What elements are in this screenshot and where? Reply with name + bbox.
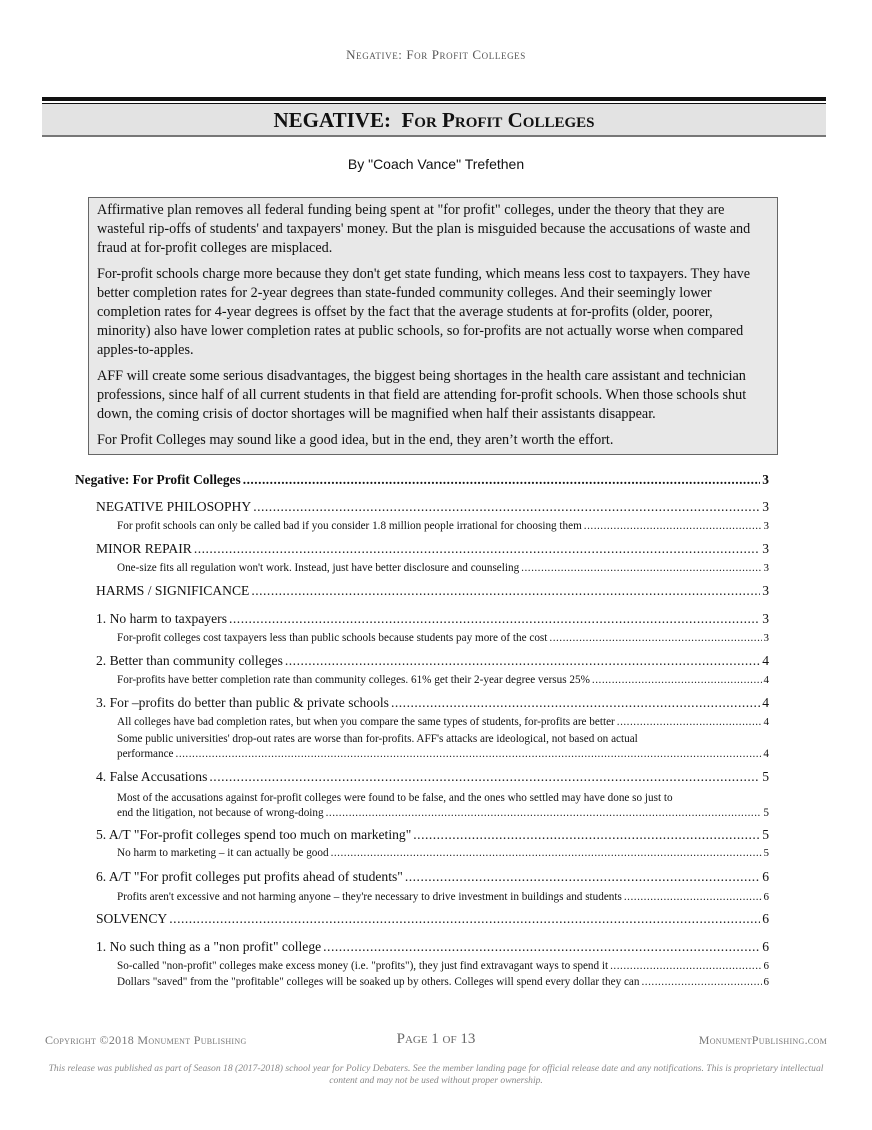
toc-label: Most of the accusations against for-profit colleges were found to be false, and the ones who settled may have done so just to [117,792,673,804]
toc-page-number: 3 [762,611,769,626]
toc-label: So-called "non-profit" colleges make excess money (i.e. "profits"), they just find extravagant ways to spend it [117,960,609,972]
footer-copyright: Copyright ©2018 Monument Publishing [45,1033,247,1047]
toc-label: For profit schools can only be called bad if you consider 1.8 million people irrational for choosing them [117,520,582,532]
summary-paragraph: Affirmative plan removes all federal funding being spent at "for profit" colleges, under the theory that they are wasteful rip-offs of students' and taxpayers' money. But the plan is misguided because the accusations of waste and fraud at for-profit colleges are misplaced. [97,202,751,256]
toc-label: Some public universities' drop-out rates are worse than for-profits. AFF's attacks are ideological, not based on actual [117,733,638,745]
toc-page-number: 6 [763,960,769,972]
toc-entry-harm-2[interactable] [96,653,769,669]
toc-entry-harm-1[interactable] [96,611,769,627]
toc-label: No harm to marketing – it can actually be good [117,847,329,859]
toc-page-number: 4 [763,716,769,728]
running-header: Negative: For Profit Colleges [346,47,526,62]
toc-subentry-wrapped[interactable] [117,732,769,762]
toc-subentry[interactable] [117,562,769,574]
toc-label: NEGATIVE PHILOSOPHY [96,499,252,514]
toc-subentry[interactable] [117,891,769,903]
toc-label: 4. False Accusations [96,769,208,784]
title-rule-thick [42,97,826,101]
toc-page-number: 4 [762,653,769,668]
toc-subentry[interactable] [117,976,769,988]
toc-page-number: 3 [762,583,769,598]
footer-page-number: Page 1 of 13 [396,1031,476,1047]
summary-paragraph: For Profit Colleges may sound like a good idea, but in the end, they aren’t worth the effort. [97,432,614,448]
toc-label-continued: performance [117,748,174,760]
toc-label: 6. A/T "For profit colleges put profits ahead of students" [96,869,403,884]
toc-label: 5. A/T "For-profit colleges spend too much on marketing" [96,827,412,842]
toc-page-number: 3 [762,499,769,514]
toc-page-number: 4 [763,748,769,760]
toc-entry-solvency[interactable] [96,911,769,927]
toc-page-number: 3 [763,632,769,644]
toc-entry-harm-6[interactable] [96,869,769,885]
toc-page-number: 6 [762,939,769,954]
toc-page-number: 5 [762,827,769,842]
toc-label: Dollars "saved" from the "profitable" colleges will be soaked up by others. Colleges will spend every dollar they can [117,976,640,988]
toc-label: 2. Better than community colleges [96,653,283,668]
toc-page-number: 3 [763,562,769,574]
toc-label: Negative: For Profit Colleges [75,472,241,487]
toc-entry-negative-philosophy[interactable] [96,499,769,515]
toc-subentry[interactable] [117,520,769,532]
title-lead: NEGATIVE: [273,108,391,132]
toc-page-number: 5 [763,847,769,859]
title-rule-bottom [42,135,826,137]
byline: By "Coach Vance" Trefethen [347,156,525,172]
toc-label: All colleges have bad completion rates, but when you compare the same types of students, for-profits are better [117,716,615,728]
toc-page-number: 3 [762,472,769,487]
toc-entry-title[interactable] [75,472,769,488]
toc-subentry[interactable] [117,716,769,728]
toc-label: One-size fits all regulation won't work. Instead, just have better disclosure and counseling [117,562,520,574]
page-footer [45,1031,827,1051]
toc-subentry[interactable] [117,960,769,972]
toc-entry-harms[interactable] [96,583,769,599]
toc-page-number: 6 [762,911,769,926]
summary-box [88,197,778,455]
toc-subentry[interactable] [117,674,769,686]
toc-page-number: 6 [762,869,769,884]
toc-page-number: 6 [763,976,769,988]
toc-label: For-profit colleges cost taxpayers less than public schools because students pay more of the cost [117,632,548,644]
toc-entry-harm-3[interactable] [96,695,769,711]
title-rest: For Profit Colleges [401,108,595,132]
toc-page-number: 3 [763,520,769,532]
toc-label: HARMS / SIGNIFICANCE [96,583,250,598]
toc-label: SOLVENCY [96,911,168,926]
toc-subentry[interactable] [117,632,769,644]
toc-label: MINOR REPAIR [96,541,192,556]
toc-entry-harm-5[interactable] [96,827,769,843]
toc-label: Profits aren't excessive and not harming anyone – they're necessary to drive investment in buildings and students [117,891,622,903]
toc-label: 3. For –profits do better than public & private schools [96,695,389,710]
footer-disclaimer: This release was published as part of Season 18 (2017-2018) school year for Policy Debaters. See the member landing page for official release date and any notifications. This is proprietary intellectual content and may not be used without proper ownership. [48,1063,824,1086]
toc-page-number: 5 [763,807,769,819]
toc-page-number: 4 [763,674,769,686]
toc-subentry-wrapped[interactable] [117,791,769,821]
summary-paragraph: AFF will create some serious disadvantages, the biggest being shortages in the health care assistant and technician professions, since half of all current students in that field are attending for-profit schools. When those schools shut down, the coming crisis of doctor shortages will be magnified when half their assistants disappear. [97,368,747,422]
toc-entry-minor-repair[interactable] [96,541,769,557]
toc-label: 1. No such thing as a "non profit" college [96,939,322,954]
toc-page-number: 6 [763,891,769,903]
toc-page-number: 4 [762,695,769,710]
toc-label-continued: end the litigation, not because of wrong-doing [117,807,324,819]
toc-entry-harm-4[interactable] [96,769,769,785]
document-title [42,104,826,135]
footer-website: MonumentPublishing.com [698,1033,827,1047]
toc-page-number: 3 [762,541,769,556]
toc-page-number: 5 [762,769,769,784]
toc-label: For-profits have better completion rate than community colleges. 61% get their 2-year degree versus 25% [117,674,590,686]
summary-paragraph: For-profit schools charge more because they don't get state funding, which means less cost to taxpayers. They have better completion rates for 2-year degrees than state-funded community colleges. And their seemingly lower completion rates for 4-year degrees is offset by the fact that the average students at for-profits (older, poorer, minority) also have lower completion rates at public schools, so for-profits are not actually worse when compared apples-to-apples. [97,266,751,358]
toc-subentry[interactable] [117,847,769,859]
toc-label: 1. No harm to taxpayers [96,611,227,626]
toc-entry-solvency-1[interactable] [96,939,769,955]
